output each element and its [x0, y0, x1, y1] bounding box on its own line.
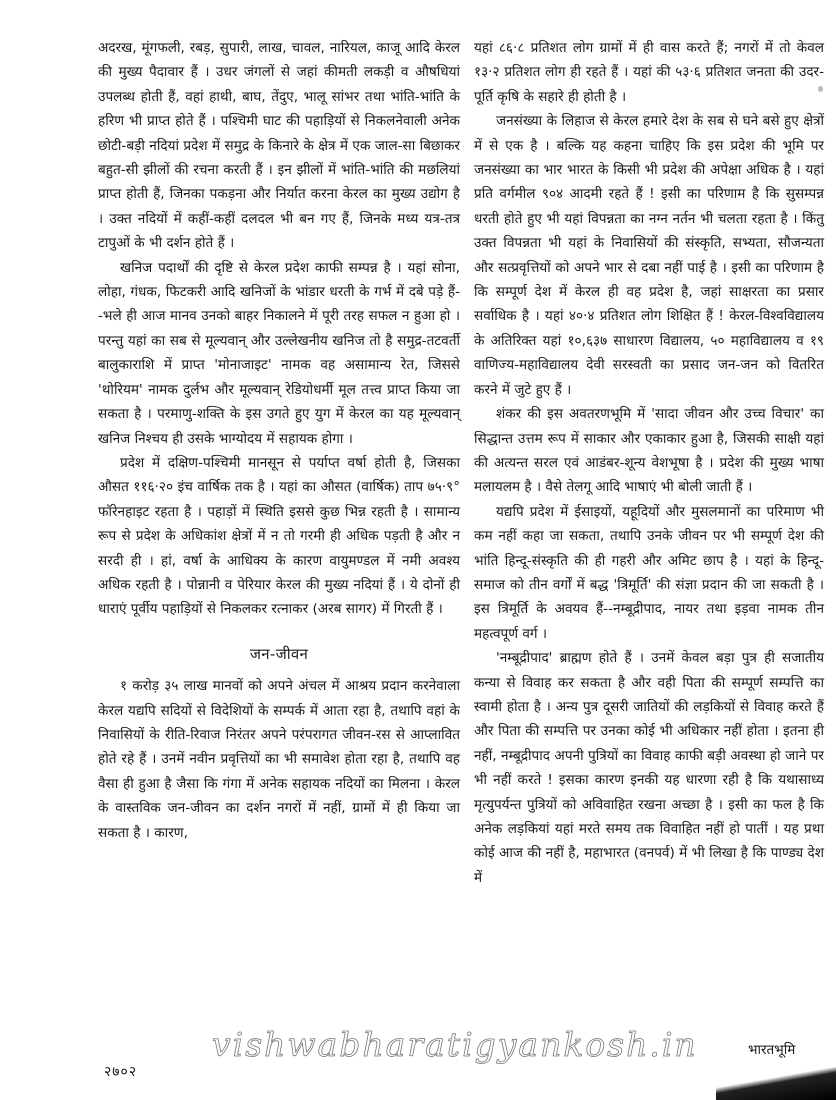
- left-column: [98, 36, 460, 845]
- paragraph: शंकर की इस अवतरणभूमि में 'सादा जीवन और उच्च विचार' का सिद्धान्त उत्तम रूप में साकार और एकाकार हुआ है, जिसकी साक्षी यहां की अत्यन्त सरल एवं आडंबर-शून्य वेशभूषा है । प्रदेश की मुख्य भाषा मलायलम है । वैसे तेलगू आदि भाषाएं भी बोली जाती हैं ।: [474, 406, 824, 496]
- paragraph: 'नम्बूद्रीपाद' ब्राह्मण होते हैं । उनमें केवल बड़ा पुत्र ही सजातीय कन्या से विवाह कर सकता है और वही पिता की सम्पूर्ण सम्पत्ति का स्वामी होता है । अन्य पुत्र दूसरी जातियों की लड़कियों से विवाह करते हैं और पिता की सम्पत्ति पर उनका कोई भी अधिकार नहीं होता । इतना ही नहीं, नम्बूद्रीपाद अपनी पुत्रियों का विवाह काफी बड़ी अवस्था हो जाने पर भी नहीं करते ! इसका कारण इनकी यह धारणा रही है कि यथासाध्य मृत्युपर्यन्त पुत्रियों को अविवाहित रखना अच्छा है । इसी का फल है कि अनेक लड़कियां यहां मरते समय तक विवाहित नहीं हो पातीं । यह प्रथा कोई आज की नहीं है, महाभारत (वनपर्व) में भी लिखा है कि पाण्ड्य देश में: [474, 650, 824, 886]
- section-heading: जन-जीवन: [249, 644, 309, 663]
- watermark-text: vishwabharatigyankosh.in: [212, 1025, 698, 1064]
- paragraph: यहां ८६·८ प्रतिशत लोग ग्रामों में ही वास करते हैं; नगरों में तो केवल १३·२ प्रतिशत लोग ही रहते हैं । यहां की ५३·६ प्रतिशत जनता की उदर-पूर्ति कृषि के सहारे ही होती है ।: [474, 40, 824, 105]
- page-number: २७०२: [104, 1064, 138, 1080]
- paragraph: जनसंख्या के लिहाज से केरल हमारे देश के सब से घने बसे हुए क्षेत्रों में से एक है । बल्कि यह कहना चाहिए कि इस प्रदेश की भूमि पर जनसंख्या का भार भारत के किसी भी प्रदेश की अपेक्षा अधिक है । यहां प्रति वर्गमील ९०४ आदमी रहते हैं ! इसी का परिणाम है कि सुसम्पन्न धरती होते हुए भी यहां विपन्नता का नग्न नर्तन भी चलता रहता है । किंतु उक्त विपन्नता भी यहां के निवासियों की संस्कृति, सभ्यता, सौजन्यता और सत्प्रवृत्तियों को अपने भार से दबा नहीं पाई है । इसी का परिणाम है कि सम्पूर्ण देश में केरल ही वह प्रदेश है, जहां साक्षरता का प्रसार सर्वाधिक है । यहां ४०·४ प्रतिशत लोग शिक्षित हैं ! केरल-विश्वविद्यालय के अतिरिक्त यहां १०,६३७ साधारण विद्यालय, ५० महाविद्यालय व १९ वाणिज्य-महाविद्यालय देवी सरस्वती का प्रसाद जन-जन को वितरित करने में जुटे हुए हैं ।: [474, 113, 824, 398]
- paragraph: खनिज पदार्थों की दृष्टि से केरल प्रदेश काफी सम्पन्न है । यहां सोना, लोहा, गंधक, फिटकरी आदि खनिजों के भांडार धरती के गर्भ में दबे पड़े हैं--भले ही आज मानव उनको बाहर निकालने में पूरी तरह सफल न हुआ हो । परन्तु यहां का सब से मूल्यवान् और उल्लेखनीय खनिज तो है समुद्र-तटवर्ती बालुकाराशि में प्राप्त 'मोनाजाइट' नामक वह असामान्य रेत, जिससे 'थोरियम' नामक दुर्लभ और मूल्यवान् रेडियोधर्मी मूल तत्त्व प्राप्त किया जा सकता है । परमाणु-शक्ति के इस उगते हुए युग में केरल का यह मूल्यवान् खनिज निश्चय ही उसके भाग्योदय में सहायक होगा ।: [98, 259, 460, 447]
- paragraph: १ करोड़ ३५ लाख मानवों को अपने अंचल में आश्रय प्रदान करनेवाला केरल यद्यपि सदियों से विदेशियों के सम्पर्क में आता रहा है, तथापि वहां के निवासियों के रीति-रिवाज निरंतर अपने परंपरागत जीवन-रस से आप्लावित होते रहे हैं । उनमें नवीन प्रवृत्तियों का भी समावेश होता रहा है, तथापि वह वैसा ही हुआ है जैसा कि गंगा में अनेक सहायक नदियों का मिलना । केरल के वास्तविक जन-जीवन का दर्शन नगरों में नहीं, ग्रामों में ही किया जा सकता है । कारण,: [98, 678, 460, 841]
- right-column: [474, 36, 824, 890]
- running-title: भारतभूमि: [748, 1042, 796, 1058]
- paragraph: यद्यपि प्रदेश में ईसाइयों, यहूदियों और मुसलमानों का परिमाण भी कम नहीं कहा जा सकता, तथापि उनके जीवन पर भी सम्पूर्ण देश की भांति हिन्दू-संस्कृति की ही गहरी और अमिट छाप है । यहां के हिन्दू-समाज को तीन वर्गों में बद्ध 'त्रिमूर्ति' की संज्ञा प्रदान की जा सकती है । इस त्रिमूर्ति के अवयव हैं--नम्बूद्रीपाद, नायर तथा इड़वा नामक तीन महत्वपूर्ण वर्ग ।: [474, 503, 824, 642]
- paragraph: प्रदेश में दक्षिण-पश्चिमी मानसून से पर्याप्त वर्षा होती है, जिसका औसत ११६·२० इंच वार्षिक तक है । यहां का औसत (वार्षिक) ताप ७५·९° फॉरेनहाइट रहता है । पहाड़ों में स्थिति इससे कुछ भिन्न रहती है । सामान्य रूप से प्रदेश के अधिकांश क्षेत्रों में न तो गरमी ही अधिक पड़ती है और न सरदी ही । हां, वर्षा के आधिक्य के कारण वायुमण्डल में नमी अवश्य अधिक रहती है । पोन्नानी व पेरियार केरल की मुख्य नदियां हैं । ये दोनों ही धाराएं पूर्वीय पहाड़ियों से निकलकर रत्नाकर (अरब सागर) में गिरती हैं ।: [98, 454, 460, 618]
- scan-speck: [818, 86, 823, 92]
- paragraph: अदरख, मूंगफली, रबड़, सुपारी, लाख, चावल, नारियल, काजू आदि केरल की मुख्य पैदावार हैं । उधर जंगलों से जहां कीमती लकड़ी व औषधियां उपलब्ध होती हैं, वहां हाथी, बाघ, तेंदुए, भालू सांभर तथा भांति-भांति के हरिण भी प्राप्त होते हैं । पश्चिमी घाट की पहाड़ियों से निकलनेवाली अनेक छोटी-बड़ी नदियां प्रदेश में समुद्र के किनारे के क्षेत्र में एक जाल-सा बिछाकर बहुत-सी झीलों की रचना करती हैं । इन झीलों में भांति-भांति की मछलियां प्राप्त होती हैं, जिनका पकड़ना और निर्यात करना केरल का मुख्य उद्योग है । उक्त नदियों में कहीं-कहीं दलदल भी बन गए हैं, जिनके मध्य यत्र-तत्र टापुओं के भी दर्शन होते हैं ।: [98, 40, 460, 252]
- page-corner-shadow: [716, 1060, 836, 1100]
